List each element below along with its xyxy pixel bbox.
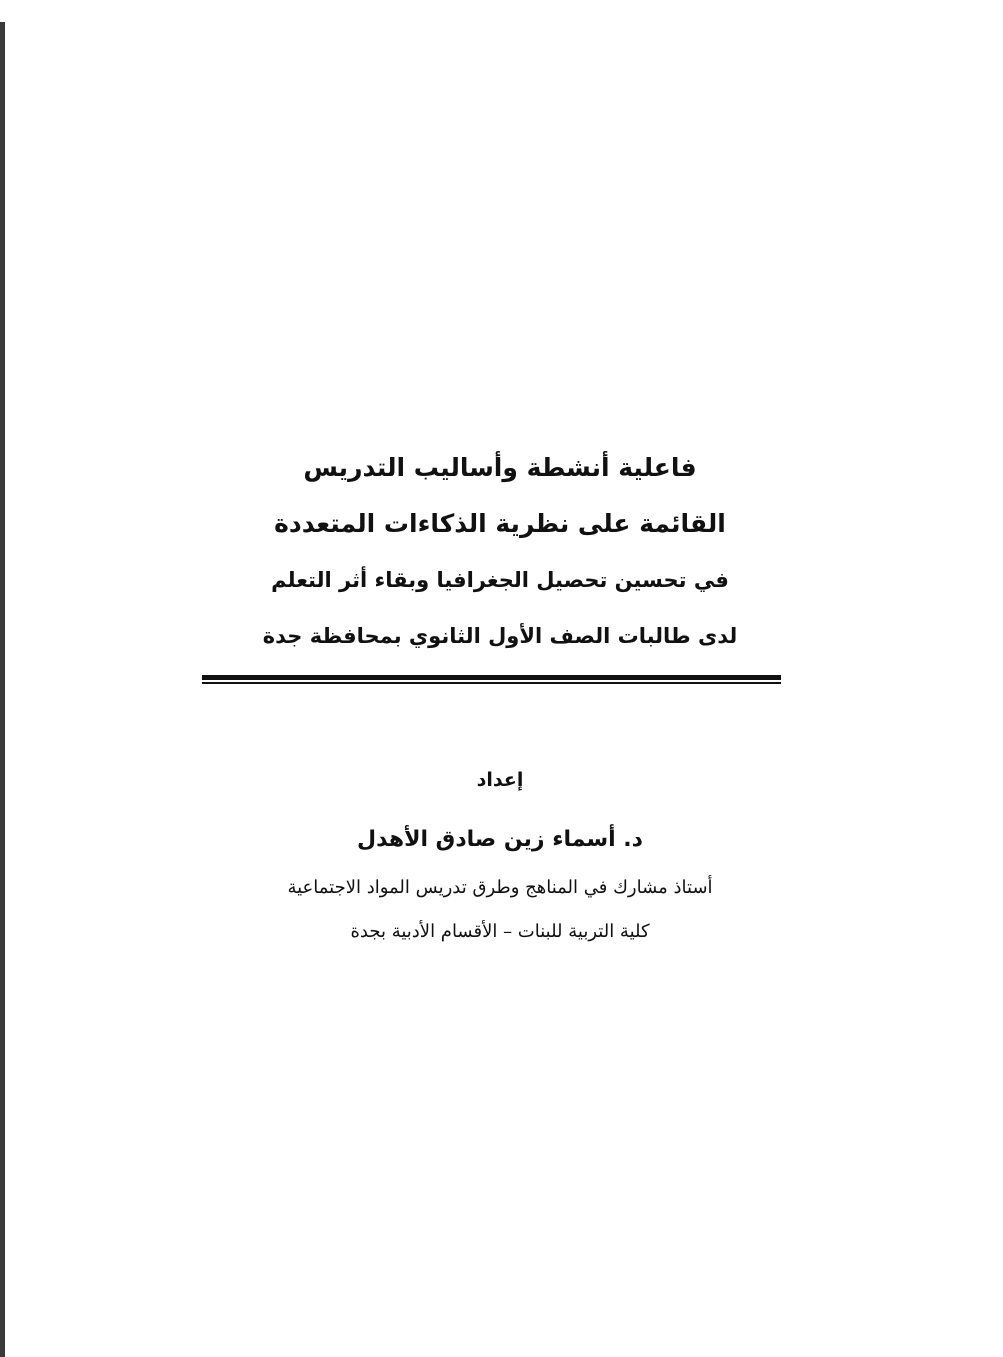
- divider-thin-rule: [202, 682, 781, 684]
- title-line-4: لدى طالبات الصف الأول الثانوي بمحافظة جدة: [262, 624, 738, 648]
- title-divider: [202, 675, 781, 685]
- author-position: أستاذ مشارك في المناهج وطرق تدريس المواد الاجتماعية: [287, 877, 713, 898]
- author-institution: كلية التربية للبنات – الأقسام الأدبية بجدة: [350, 921, 650, 942]
- page-edge-bar: [0, 22, 5, 1357]
- title-line-2: القائمة على نظرية الذكاءات المتعددة: [274, 509, 726, 538]
- author-block: [150, 762, 850, 954]
- author-name: د. أسماء زين صادق الأهدل: [357, 827, 643, 852]
- title-line-3: في تحسين تحصيل الجغرافيا وبقاء أثر التعلم: [271, 568, 729, 592]
- prepared-by-label: إعداد: [476, 769, 524, 791]
- divider-thick-rule: [202, 675, 781, 680]
- title-line-1: فاعلية أنشطة وأساليب التدريس: [303, 453, 697, 482]
- title-block: [150, 440, 850, 664]
